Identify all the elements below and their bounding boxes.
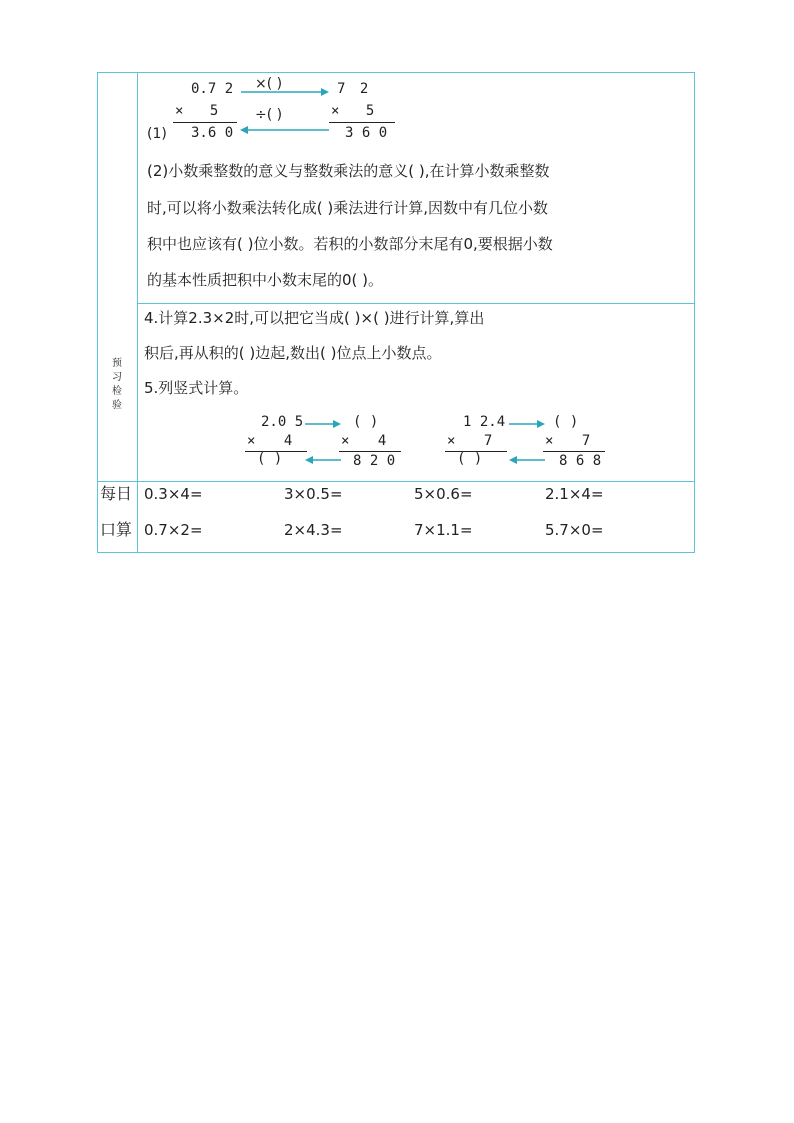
calc1-right-underline xyxy=(339,451,401,452)
calc2-right-result: 8 6 8 xyxy=(559,453,602,469)
calc1-right-result: 8 2 0 xyxy=(353,453,396,469)
part2-line-2: 时,可以将小数乘法转化成( )乘法进行计算,因数中有几位小数 xyxy=(147,199,549,217)
daily-row2-item4: 5.7×0= xyxy=(545,521,604,539)
arrow-right-icon xyxy=(237,86,332,138)
part2-line-4: 的基本性质把积中小数末尾的0( )。 xyxy=(147,271,384,289)
question-5-title: 5.列竖式计算。 xyxy=(144,379,249,397)
arrow-right-icon xyxy=(507,416,547,464)
daily-row2-item1: 0.7×2= xyxy=(144,521,203,539)
worksheet: (1) 0.7 2 × 5 3.6 0 7 2 × 5 3 6 0 ×( ) ÷( ) (2)小数乘整数的意义与整数乘法的意义( ),在计算小数乘整数 时,可以将小数乘法转化成( )乘法进行计算,因数中有几位小数 积中也应该有( )位小数。若积的小数部分末尾有0,要根据小数 的基本性质把积中小数末尾的0( )。 预 习 检 验 4.计算2.3×2时,可以把它当成( )×( )进行计算,算出 积后,再从积的( )边起,数出( )位点上小数点。 5.列竖式计算。 2.0 5 × 4 ( ) ( ) × 4 8 2 0 1 2.4 × 7 ( ) ( ) × 7 8 6 8 每日 口算 0.3×4= 3×0.5= 5×0.6= 2.1×4= 0.7×2= 2×4.3= 7×1.1= 5.7×0= xyxy=(97,72,695,553)
calc1-right-top: ( ) xyxy=(353,414,379,430)
calc2-left-result: ( ) xyxy=(457,451,483,467)
calc2-right-mult: × 7 xyxy=(545,433,591,449)
right-multiplier: × 5 xyxy=(331,103,375,119)
left-multiplier: × 5 xyxy=(175,103,219,119)
right-underline xyxy=(329,122,395,123)
calc1-left-top: 2.0 5 xyxy=(261,414,304,430)
daily-row1-item4: 2.1×4= xyxy=(545,485,604,503)
daily-label-1: 每日 xyxy=(100,484,133,503)
left-top-number: 0.7 2 xyxy=(191,81,234,97)
left-underline xyxy=(173,122,237,123)
daily-label-2: 口算 xyxy=(100,520,133,539)
right-result: 3 6 0 xyxy=(345,125,388,141)
daily-row2-item3: 7×1.1= xyxy=(414,521,473,539)
calc2-left-top: 1 2.4 xyxy=(463,414,506,430)
calc2-right-top: ( ) xyxy=(553,414,579,430)
divide-operation: ÷( ) xyxy=(255,107,283,123)
calc1-left-mult: × 4 xyxy=(247,433,293,449)
question-4-line-2: 积后,再从积的( )边起,数出( )位点上小数点。 xyxy=(144,344,442,362)
daily-row1-item2: 3×0.5= xyxy=(284,485,343,503)
daily-row2-item2: 2×4.3= xyxy=(284,521,343,539)
part1-label: (1) xyxy=(147,126,167,142)
calc1-right-mult: × 4 xyxy=(341,433,387,449)
calc1-left-result: ( ) xyxy=(257,451,283,467)
daily-row1-item3: 5×0.6= xyxy=(414,485,473,503)
daily-row1-item1: 0.3×4= xyxy=(144,485,203,503)
right-top-number: 7 2 xyxy=(337,81,369,97)
calc2-right-underline xyxy=(543,451,605,452)
part2-line-1: (2)小数乘整数的意义与整数乘法的意义( ),在计算小数乘整数 xyxy=(147,162,550,180)
arrow-right-icon xyxy=(303,416,343,464)
calc2-left-mult: × 7 xyxy=(447,433,493,449)
part2-line-3: 积中也应该有( )位小数。若积的小数部分末尾有0,要根据小数 xyxy=(147,235,553,253)
question-4-line-1: 4.计算2.3×2时,可以把它当成( )×( )进行计算,算出 xyxy=(144,309,485,327)
left-result: 3.6 0 xyxy=(191,125,234,141)
multiply-operation: ×( ) xyxy=(255,76,283,92)
